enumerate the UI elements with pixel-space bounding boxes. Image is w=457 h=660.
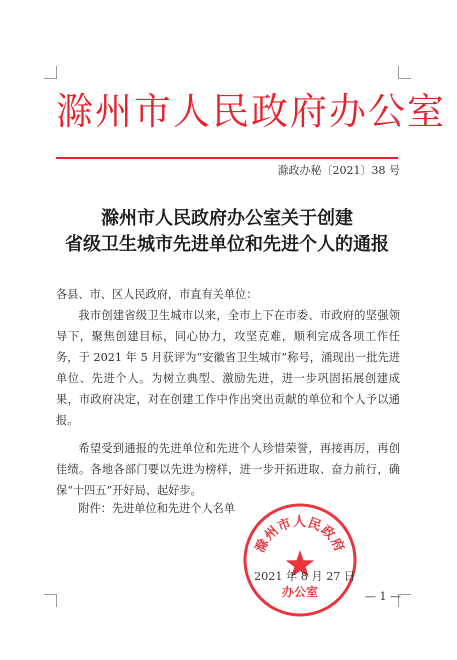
official-seal-stamp [240, 500, 360, 620]
attachment-line: 附件：先进单位和先进个人名单 [78, 502, 236, 515]
document-body [56, 284, 400, 501]
crop-mark-bottom-left [44, 594, 57, 607]
seal-bottom-text: 办公室 [281, 585, 319, 599]
addressee-line: 各县、市、区人民政府，市直有关单位： [56, 288, 258, 301]
title-line-2: 省级卫生城市先进单位和先进个人的通报 [65, 234, 389, 255]
issue-date: 2021 年 8 月 27 日 [254, 570, 356, 583]
crop-mark-top-right [398, 66, 411, 79]
body-paragraph-2: 希望受到通报的先进单位和先进个人珍惜荣誉，再接再厉，再创佳绩。各地各部门要以先进为榜样，进一步开拓进取、奋力前行，确保“十四五”开好局、起好步。 [56, 442, 400, 497]
svg-text:滁州市人民政府 [252, 515, 348, 555]
crop-mark-top-left [44, 66, 57, 79]
document-title [56, 206, 398, 258]
seal-arc-text: 滁州市人民政府 [253, 515, 347, 556]
document-number: 滁政办秘〔2021〕38 号 [277, 164, 400, 177]
red-masthead: 滁州市人民政府办公室 [56, 90, 446, 133]
body-paragraph-1: 我市创建省级卫生城市以来，全市上下在市委、市政府的坚强领导下，聚焦创建目标，同心协力，攻坚克难，顺利完成各项工作任务，于 2021 年 5 月获评为“安徽省卫生城市”称号，涌现出一批先进单位、先进个人。为树立典型、激励先进，进一步巩固拓展创建成果，市政府决定，对在创建工作中作出突出贡献的单位和个人予以通报。 [56, 309, 400, 427]
title-line-1: 滁州市人民政府办公室关于创建 [101, 208, 353, 229]
page-number: — 1 — [365, 590, 401, 603]
red-divider-line [56, 157, 398, 159]
